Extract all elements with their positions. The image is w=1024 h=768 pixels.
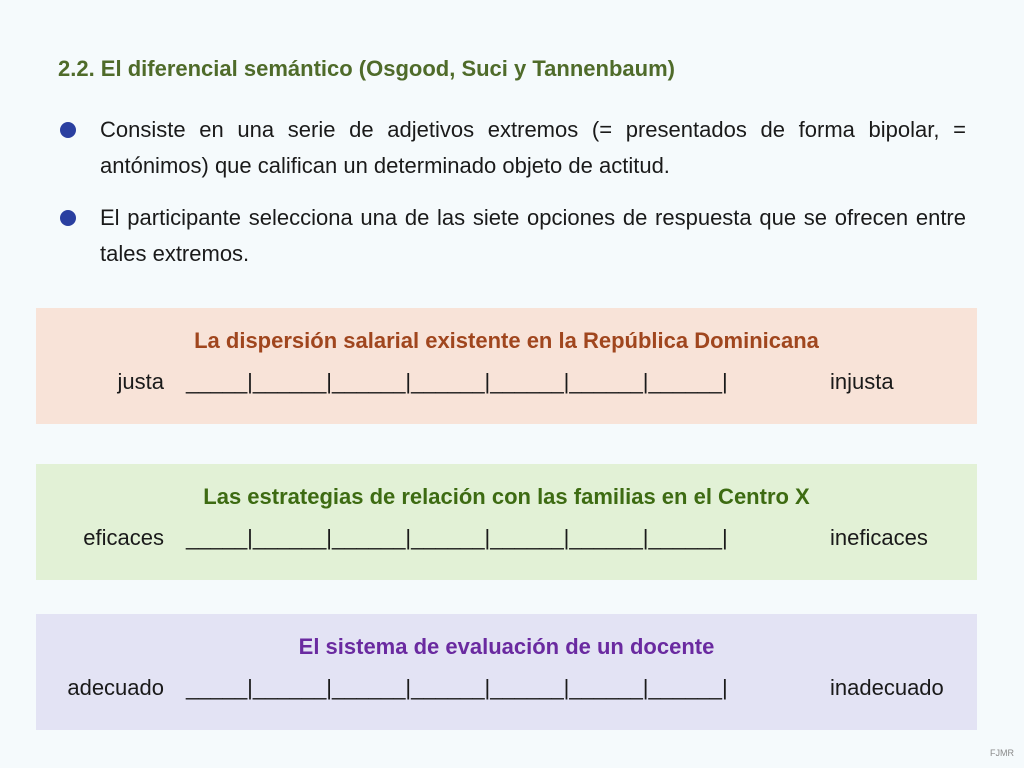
scale-box-family-strategies: [36, 464, 977, 580]
bullet-text: Consiste en una serie de adjetivos extremos (= presentados de forma bipolar, = antónimos) que califican un determinado objeto de actitud.: [100, 117, 966, 178]
bullet-list: [58, 112, 966, 288]
bullet-dot-icon: [60, 210, 76, 226]
scale-line: _____|______|______|______|______|______|______|: [186, 369, 728, 394]
bullet-dot-icon: [60, 122, 76, 138]
scale-title: Las estrategias de relación con las familias en el Centro X: [203, 484, 810, 509]
scale-line: _____|______|______|______|______|______|______|: [186, 675, 728, 700]
scale-left-adjective: adecuado: [67, 675, 164, 700]
scale-box-salary: [36, 308, 977, 424]
scale-row: [36, 668, 977, 708]
scale-title: El sistema de evaluación de un docente: [298, 634, 715, 659]
scale-box-evaluation: [36, 614, 977, 730]
scale-right-adjective: ineficaces: [830, 525, 928, 550]
bullet-item: [58, 112, 966, 184]
scale-left-adjective: eficaces: [83, 525, 164, 550]
scale-title: La dispersión salarial existente en la República Dominicana: [194, 328, 819, 353]
slide-title: 2.2. El diferencial semántico (Osgood, Suci y Tannenbaum): [58, 56, 675, 81]
footer-initials: FJMR: [990, 748, 1014, 758]
scale-row: [36, 518, 977, 558]
scale-right-adjective: injusta: [830, 369, 894, 394]
scale-row: [36, 362, 977, 402]
bullet-item: [58, 200, 966, 272]
scale-right-adjective: inadecuado: [830, 675, 944, 700]
scale-line: _____|______|______|______|______|______|______|: [186, 525, 728, 550]
bullet-text: El participante selecciona una de las siete opciones de respuesta que se ofrecen entre tales extremos.: [100, 205, 966, 266]
scale-left-adjective: justa: [117, 369, 164, 394]
